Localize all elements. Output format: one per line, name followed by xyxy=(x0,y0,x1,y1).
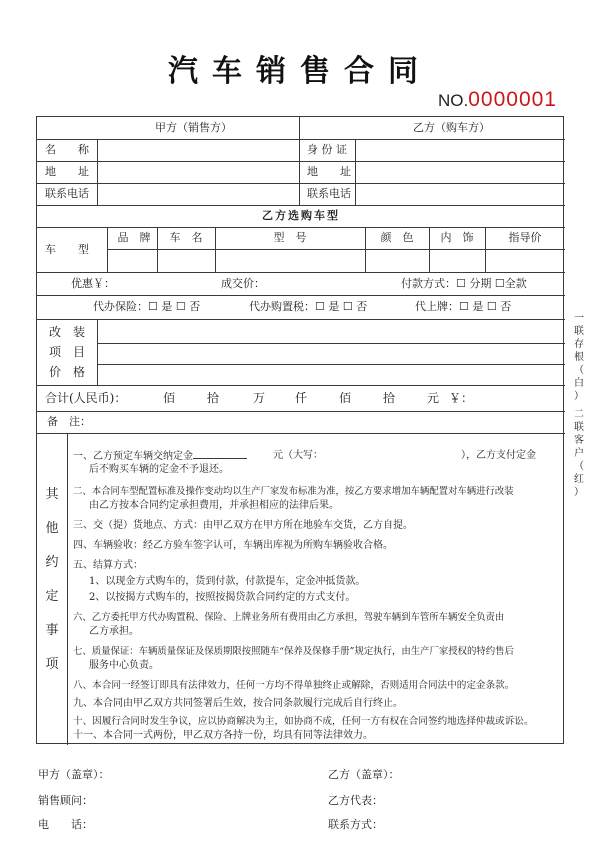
modification-label-3: 价 格 xyxy=(49,365,86,379)
clause-6: 六、乙方委托甲方代办购置税、保险、上牌业务所有费用由乙方承担，驾驶车辆到车管所车辆安全负责由 xyxy=(73,612,505,623)
insurance-option: 代办保险：☐ 是 ☐ 否 xyxy=(93,300,201,313)
unit-ten-thousand: 万 xyxy=(253,391,266,405)
clause-1-part-2: 元（大写： xyxy=(273,450,323,461)
clause-8: 八、本合同一经签订即具有法律效力，任何一方均不得单独终止或解除，否则适用合同法中的定金条款。 xyxy=(73,680,515,691)
unit-ten-1: 拾 xyxy=(207,391,220,405)
header-brand: 品 牌 xyxy=(117,231,151,244)
clause-5-1: 1、以现金方式购车的，货到付款，付款提车，定金冲抵货款。 xyxy=(89,576,366,587)
clause-1-part-1: 一、乙方预定车辆交纳定金 xyxy=(73,449,247,463)
contact-label: 联系方式： xyxy=(328,818,383,831)
party-a-header: 甲方（销售方） xyxy=(155,121,232,134)
deal-price-label: 成交价： xyxy=(221,277,265,290)
copy-label-customer: 二 联 客 户 （ 红 ） xyxy=(574,409,584,498)
phone-label: 电 话： xyxy=(38,818,93,831)
party-b-phone-label: 联系电话 xyxy=(307,187,351,200)
clause-1-part-3: ），乙方支付定金 xyxy=(461,450,536,461)
copy-label-stub: 一 联 存 根 （ 白 ） xyxy=(574,313,584,402)
header-interior: 内 饰 xyxy=(440,231,474,244)
unit-yuan: 元 xyxy=(427,391,440,405)
other-terms-char-2: 他 xyxy=(45,521,59,536)
other-terms-char-6: 项 xyxy=(45,657,59,672)
clause-9: 九、本合同由甲乙双方共同签署后生效，按合同条款履行完成后自行终止。 xyxy=(73,698,403,709)
discount-label: 优惠￥： xyxy=(71,277,115,290)
unit-hundred-1: 佰 xyxy=(163,391,176,405)
clause-6-cont: 乙方承担。 xyxy=(89,626,139,637)
party-b-header: 乙方（购车方） xyxy=(413,121,490,134)
payment-method: 付款方式：☐ 分期 ☐全款 xyxy=(401,277,527,290)
license-option: 代上牌：☐ 是 ☐ 否 xyxy=(415,300,512,313)
sales-consultant: 销售顾问： xyxy=(38,794,93,807)
party-b-representative: 乙方代表： xyxy=(328,794,383,807)
vehicle-row-label: 车 型 xyxy=(45,243,89,256)
clause-2: 二、本合同车型配置标准及操作变动均以生产厂家发布标准为准，按乙方要求增加车辆配置对车辆进行改装 xyxy=(73,486,514,497)
modification-label-2: 项 目 xyxy=(49,345,86,359)
vehicle-section-title: 乙方选购车型 xyxy=(262,209,340,222)
unit-hundred-2: 佰 xyxy=(339,391,352,405)
clause-11: 十一、本合同一式两份，甲乙双方各持一份，均具有同等法律效力。 xyxy=(73,730,373,741)
other-terms-char-3: 约 xyxy=(45,555,59,570)
other-terms-char-4: 定 xyxy=(45,589,59,604)
serial-prefix: NO. xyxy=(438,91,469,110)
clause-1-cont: 后不购买车辆的定金不予退还。 xyxy=(89,464,229,475)
total-yen-label: ￥： xyxy=(449,391,474,405)
header-model: 型 号 xyxy=(273,231,307,244)
party-b-address-label: 地 址 xyxy=(307,165,351,178)
unit-ten-2: 拾 xyxy=(383,391,396,405)
clause-2-cont: 由乙方按本合同约定承担费用，并承担相应的法律后果。 xyxy=(89,500,339,511)
contract-title: 汽车销售合同 xyxy=(168,54,432,89)
clause-7: 七、质量保证：车辆质量保证及保质期限按照随车“保养及保修手册”规定执行，由生产厂家授权的特约售后 xyxy=(73,646,514,657)
party-a-address-label: 地 址 xyxy=(45,165,89,178)
party-a-phone-label: 联系电话 xyxy=(45,187,89,200)
header-color: 颜 色 xyxy=(380,231,414,244)
clause-5-2: 2、以按揭方式购车的，按照按揭贷款合同约定的方式支付。 xyxy=(89,592,356,603)
total-label: 合计(人民币)： xyxy=(45,391,127,405)
clause-7-cont: 服务中心负责。 xyxy=(89,660,159,671)
header-car-name: 车 名 xyxy=(169,231,203,244)
header-guide-price: 指导价 xyxy=(508,231,542,244)
contract-form xyxy=(36,116,564,744)
deposit-blank xyxy=(193,449,247,459)
party-a-seal: 甲方（盖章）： xyxy=(38,768,110,781)
modification-label-1: 改 装 xyxy=(49,325,86,339)
serial-number xyxy=(438,88,557,112)
remarks-label: 备 注： xyxy=(47,415,91,428)
party-a-name-label: 名 称 xyxy=(45,143,89,156)
clause-3: 三、交（提）货地点、方式：由甲乙双方在甲方所在地验车交货，乙方自提。 xyxy=(73,520,413,531)
serial-digits: 0000001 xyxy=(468,88,557,111)
purchase-tax-option: 代办购置税：☐ 是 ☐ 否 xyxy=(249,300,368,313)
unit-thousand: 仟 xyxy=(295,391,308,405)
other-terms-char-1: 其 xyxy=(45,487,59,502)
clause-10: 十、因履行合同时发生争议，应以协商解决为主，如协商不成，任何一方有权在合同签约地选择仲裁或诉讼。 xyxy=(73,716,534,727)
clause-5: 五、结算方式： xyxy=(73,560,143,571)
party-b-seal: 乙方（盖章）： xyxy=(328,768,400,781)
clause-4: 四、车辆验收：经乙方验车签字认可，车辆出库视为所购车辆验收合格。 xyxy=(73,540,393,551)
other-terms-char-5: 事 xyxy=(45,623,59,638)
party-b-id-label: 身 份 证 xyxy=(307,143,347,156)
